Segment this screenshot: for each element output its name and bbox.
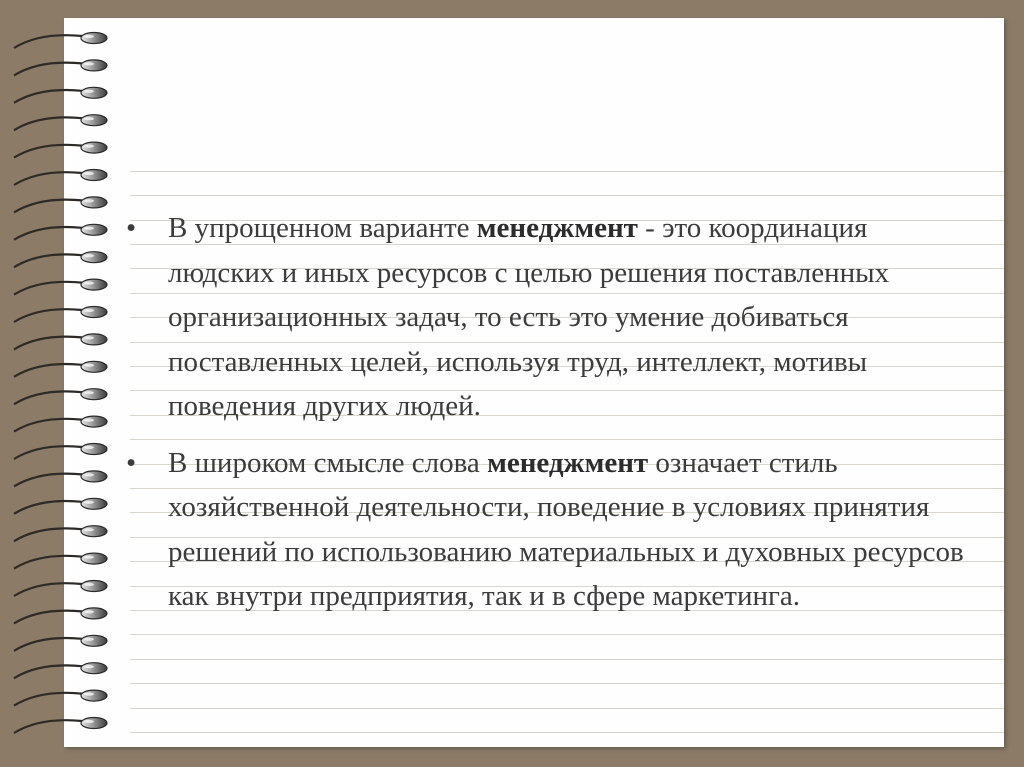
spiral-ring <box>14 224 107 240</box>
spiral-ring <box>14 498 107 514</box>
spiral-ring <box>14 663 107 679</box>
spiral-ring <box>14 690 107 706</box>
spiral-ring <box>14 115 107 131</box>
spiral-ring <box>14 718 107 734</box>
spiral-ring <box>14 307 107 323</box>
spiral-ring <box>14 608 107 624</box>
spiral-ring <box>14 526 107 542</box>
spiral-ring <box>14 416 107 432</box>
spiral-ring <box>14 279 107 295</box>
slide-content <box>126 206 976 631</box>
spiral-ring <box>14 635 107 651</box>
bold-term: менеджмент <box>487 446 649 479</box>
spiral-ring <box>14 33 107 49</box>
bullet-item <box>126 206 976 429</box>
bold-term: менеджмент <box>476 212 638 244</box>
ruled-line <box>130 195 1004 196</box>
spiral-binding <box>0 0 120 767</box>
spiral-ring <box>14 581 107 597</box>
spiral-ring <box>14 60 107 76</box>
spiral-ring <box>14 252 107 268</box>
ruled-line <box>130 708 1004 709</box>
spiral-ring <box>14 361 107 377</box>
ruled-line <box>130 659 1004 660</box>
ruled-line <box>130 683 1004 684</box>
ruled-line <box>130 171 1004 172</box>
bullet-text: В широком смысле слова менеджмент означает стиль хозяйственной деятельности, поведение в условиях принятия решений по использованию материальных и духовных ресурсов как внутри предприятия, так и в сфере маркетинга. <box>168 446 964 612</box>
spiral-ring <box>14 471 107 487</box>
bullet-text: В упрощенном варианте менеджмент - это координация людских и иных ресурсов с целью решения поставленных организационных задач, то есть это умение добиваться поставленных целей, используя труд, интеллект, мотивы поведения других людей. <box>168 212 890 422</box>
spiral-ring <box>14 87 107 103</box>
spiral-ring <box>14 334 107 350</box>
ruled-line <box>130 634 1004 635</box>
bullet-marker: • <box>126 212 137 244</box>
spiral-ring <box>14 170 107 186</box>
spiral-ring <box>14 142 107 158</box>
ruled-line <box>130 732 1004 733</box>
spiral-ring <box>14 553 107 569</box>
spiral-ring <box>14 197 107 213</box>
bullet-item <box>126 441 976 619</box>
bullet-marker: • <box>126 446 137 479</box>
spiral-ring <box>14 444 107 460</box>
spiral-ring <box>14 389 107 405</box>
